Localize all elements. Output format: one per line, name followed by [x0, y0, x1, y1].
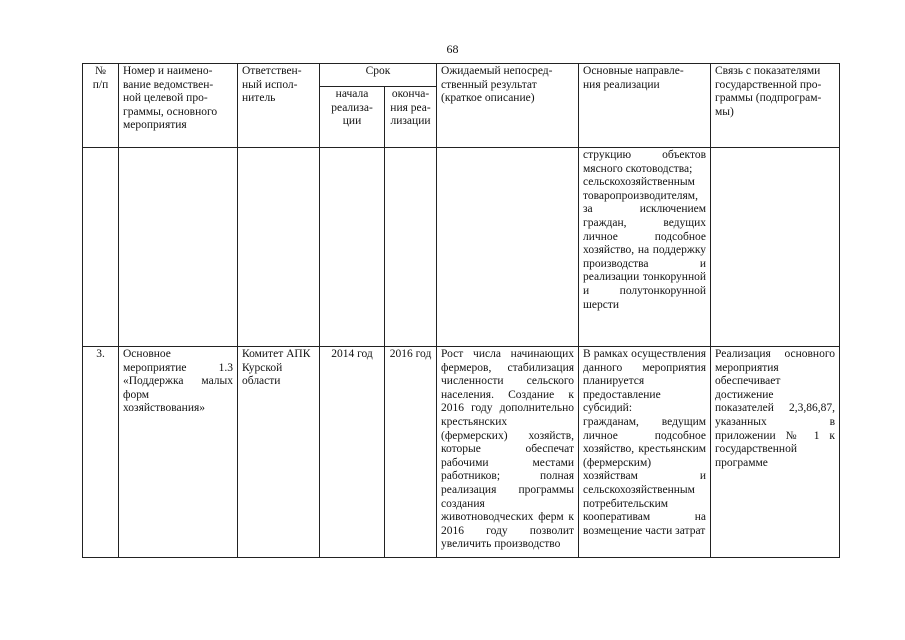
cont-start: [320, 148, 385, 347]
header-link: Связь с показателями государственной про- граммы (подпрограм- мы): [711, 64, 840, 148]
program-table: [82, 63, 840, 558]
cont-result: [437, 148, 579, 347]
header-name: Номер и наимено- вание ведомствен- ной целевой про- граммы, основного мероприятия: [119, 64, 238, 148]
row3-link: Реализация основного мероприятия обеспечивает достижение показателей 2,3,86,87, указанных в приложении № 1 к государственной программе: [711, 347, 840, 558]
header-directions: Основные направле- ния реализации: [579, 64, 711, 148]
header-result: Ожидаемый непосред- ственный результат (краткое описание): [437, 64, 579, 148]
row3-start: 2014 год: [320, 347, 385, 558]
cont-end: [385, 148, 437, 347]
row3-responsible: Комитет АПК Курской области: [238, 347, 320, 558]
row3-directions: В рамках осуществления данного мероприятия планируется предоставление субсидий: гражданам, ведущим личное подсобное хозяйство, крестьянским (фермерским) хозяйствам и сельскохозяйственным потребительским кооперативам на возмещение части затрат: [579, 347, 711, 558]
cont-directions: струкцию объектов мясного скотоводства; сельскохозяйственным товаропроизводителям, за исключением граждан, ведущих личное подсобное хозяйство, на поддержку производства и реализации тонкорунной и полутонкорунной шерсти: [579, 148, 711, 347]
continuation-row: [83, 148, 840, 347]
row3-name: Основное мероприятие 1.3 «Поддержка малых форм хозяйствования»: [119, 347, 238, 558]
header-responsible: Ответствен- ный испол- нитель: [238, 64, 320, 148]
table-row: [83, 347, 840, 558]
row3-num: 3.: [83, 347, 119, 558]
header-term-end: оконча- ния реа- лизации: [385, 87, 437, 148]
header-term-start: начала реализа- ции: [320, 87, 385, 148]
header-term: Срок: [320, 64, 437, 87]
header-num: № п/п: [83, 64, 119, 148]
cont-link: [711, 148, 840, 347]
page-number: 68: [446, 42, 459, 56]
cont-responsible: [238, 148, 320, 347]
cont-name: [119, 148, 238, 347]
cont-num: [83, 148, 119, 347]
header-row: [83, 64, 840, 87]
row3-end: 2016 год: [385, 347, 437, 558]
row3-result: Рост числа начинающих фермеров, стабилизация численности сельского населения. Создание к 2016 году дополнительно крестьянских (фермерских) хозяйств, которые обеспечат рабочими местами работников; полная реализация программы создания животноводческих ферм к 2016 году позволит увеличить производство: [437, 347, 579, 558]
